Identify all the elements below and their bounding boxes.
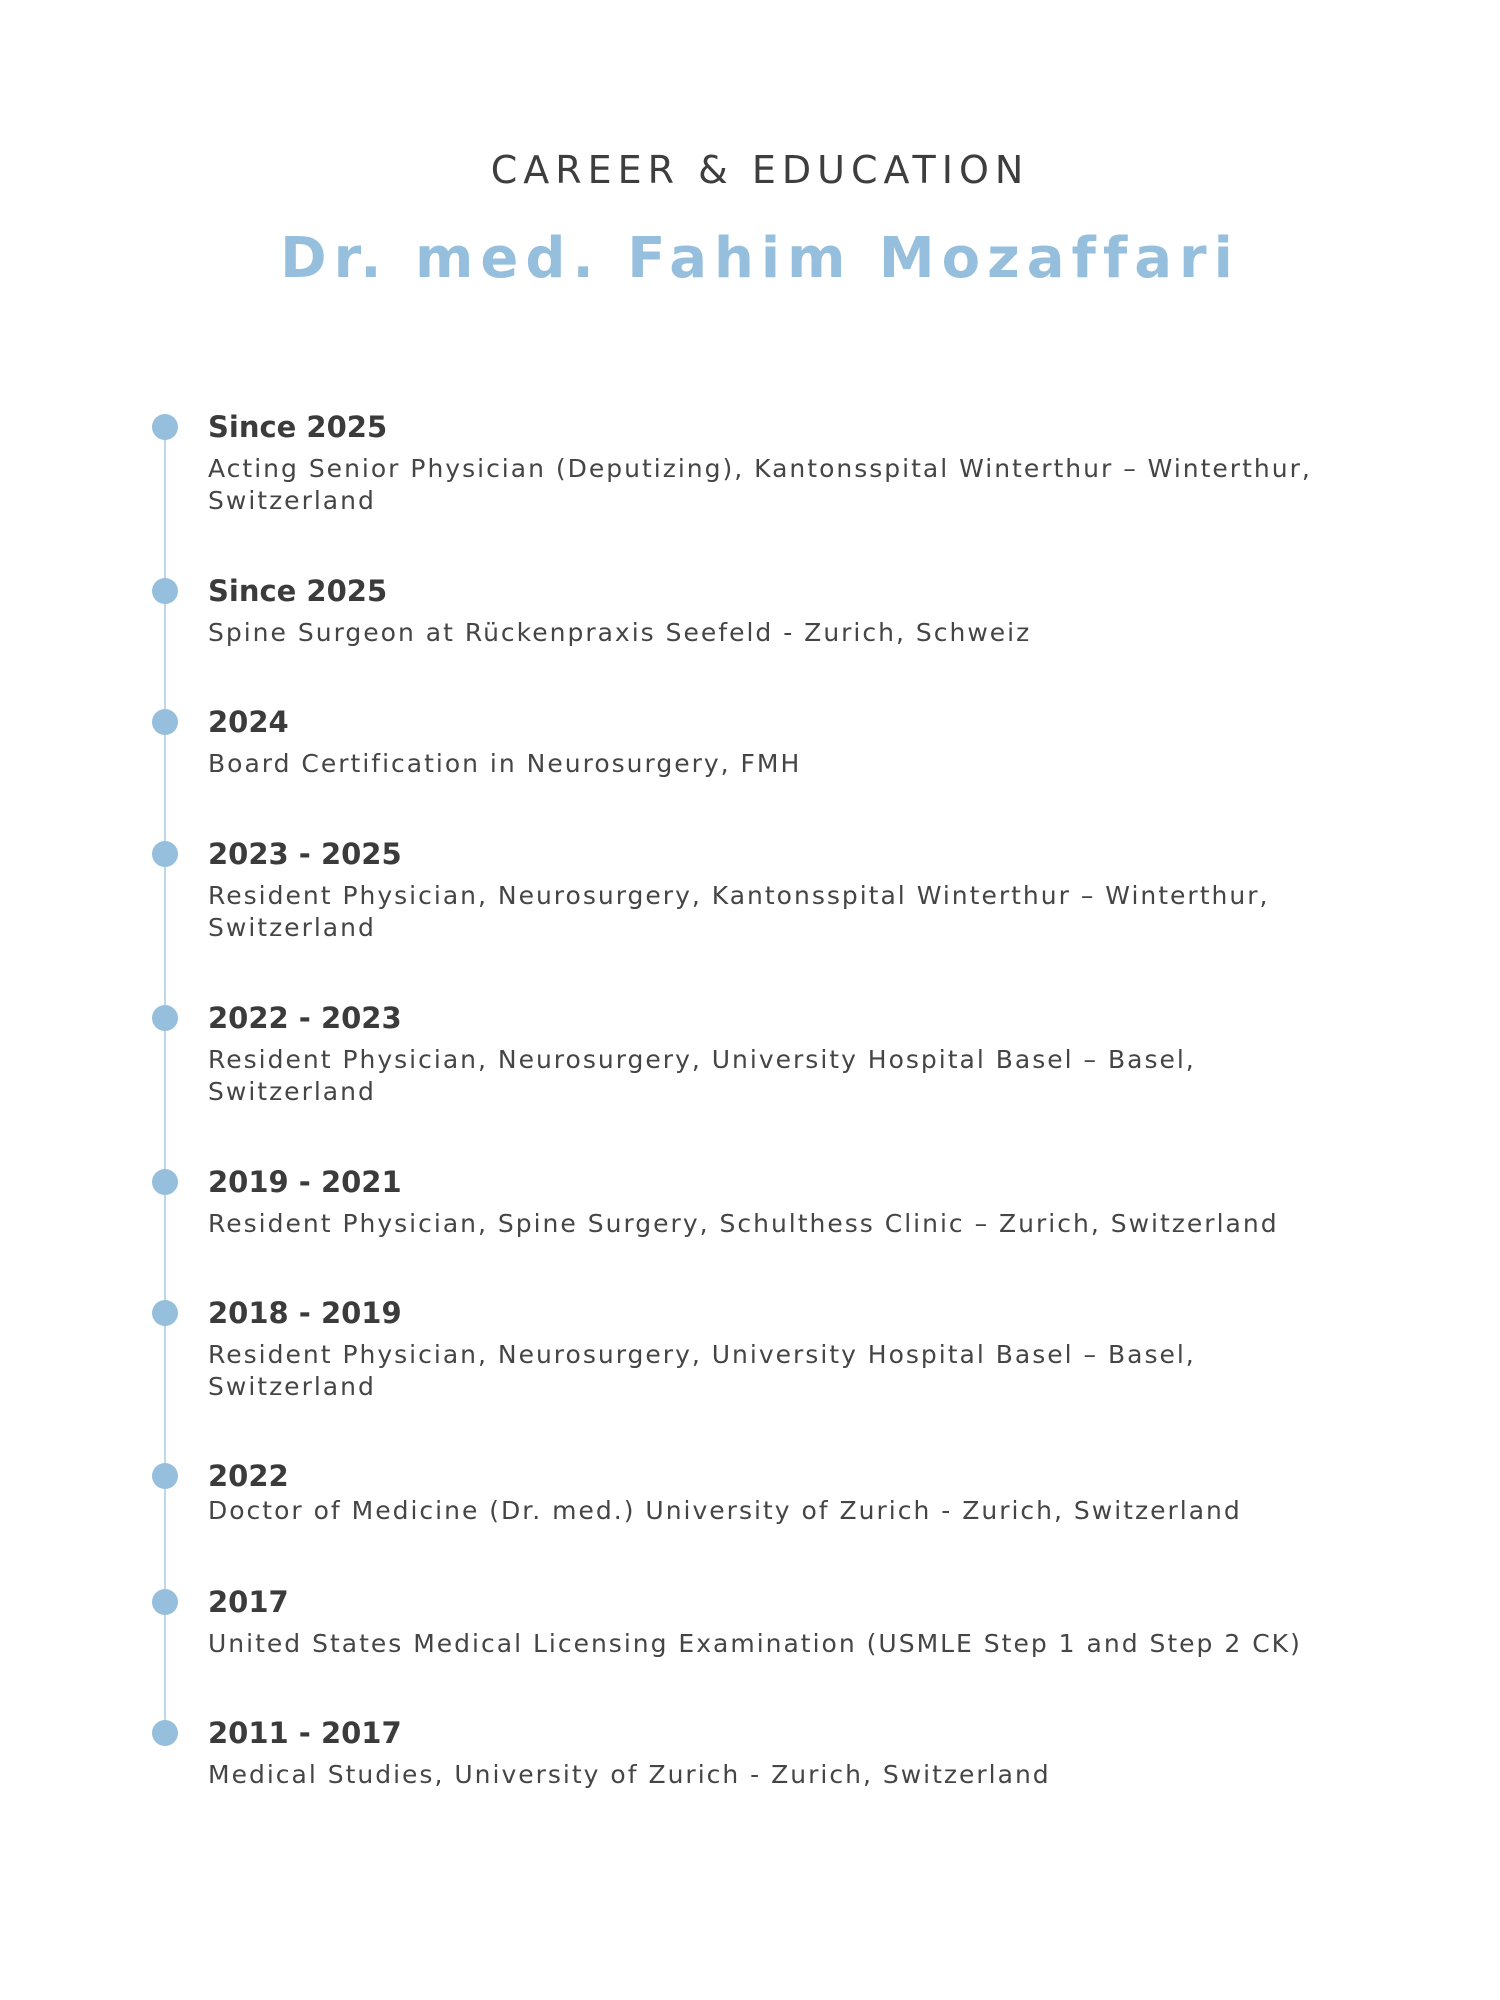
- timeline-description: Doctor of Medicine (Dr. med.) University of Zurich - Zurich, Switzerland: [208, 1496, 1242, 1525]
- timeline-dot: [152, 1169, 178, 1195]
- timeline-description: United States Medical Licensing Examination (USMLE Step 1 and Step 2 CK): [208, 1629, 1302, 1658]
- timeline-period: 2023 - 2025: [208, 837, 402, 871]
- timeline-description: Resident Physician, Neurosurgery, University Hospital Basel – Basel, Switzerland: [208, 1045, 1196, 1106]
- timeline-dot: [152, 1720, 178, 1746]
- timeline-dot: [152, 709, 178, 735]
- timeline-entry: [0, 1585, 1500, 1705]
- timeline-dot: [152, 578, 178, 604]
- timeline-entry: [0, 574, 1500, 694]
- timeline-dot: [152, 1005, 178, 1031]
- header-kicker: CAREER & EDUCATION: [490, 148, 1030, 192]
- timeline-period: Since 2025: [208, 410, 388, 444]
- timeline-description: Medical Studies, University of Zurich - Zurich, Switzerland: [208, 1760, 1051, 1789]
- timeline-dot: [152, 1463, 178, 1489]
- timeline-period: 2018 - 2019: [208, 1296, 402, 1330]
- timeline-period: 2019 - 2021: [208, 1165, 402, 1199]
- timeline-period: 2022: [208, 1459, 289, 1493]
- timeline-description: Spine Surgeon at Rückenpraxis Seefeld - Zurich, Schweiz: [208, 618, 1032, 647]
- timeline-dot: [152, 414, 178, 440]
- timeline-period: 2022 - 2023: [208, 1001, 402, 1035]
- timeline-dot: [152, 1300, 178, 1326]
- timeline-entry: [0, 410, 1500, 530]
- timeline-entry: [0, 705, 1500, 825]
- timeline-description: Board Certification in Neurosurgery, FMH: [208, 749, 802, 778]
- timeline-description: Resident Physician, Spine Surgery, Schulthess Clinic – Zurich, Switzerland: [208, 1209, 1279, 1238]
- timeline-entry: [0, 1165, 1500, 1285]
- timeline-entry: [0, 1459, 1500, 1579]
- timeline-entry: [0, 1296, 1500, 1416]
- timeline-dot: [152, 841, 178, 867]
- timeline-period: 2017: [208, 1585, 289, 1619]
- timeline-period: Since 2025: [208, 574, 388, 608]
- timeline-period: 2011 - 2017: [208, 1716, 402, 1750]
- timeline-entry: [0, 1001, 1500, 1121]
- timeline-description: Acting Senior Physician (Deputizing), Kantonsspital Winterthur – Winterthur, Switzerland: [208, 454, 1312, 515]
- page-title: Dr. med. Fahim Mozaffari: [280, 226, 1240, 291]
- timeline-period: 2024: [208, 705, 289, 739]
- timeline-dot: [152, 1589, 178, 1615]
- timeline-entry: [0, 837, 1500, 957]
- timeline-description: Resident Physician, Neurosurgery, University Hospital Basel – Basel, Switzerland: [208, 1340, 1196, 1401]
- timeline-entry: [0, 1716, 1500, 1836]
- timeline-description: Resident Physician, Neurosurgery, Kantonsspital Winterthur – Winterthur, Switzerland: [208, 881, 1270, 942]
